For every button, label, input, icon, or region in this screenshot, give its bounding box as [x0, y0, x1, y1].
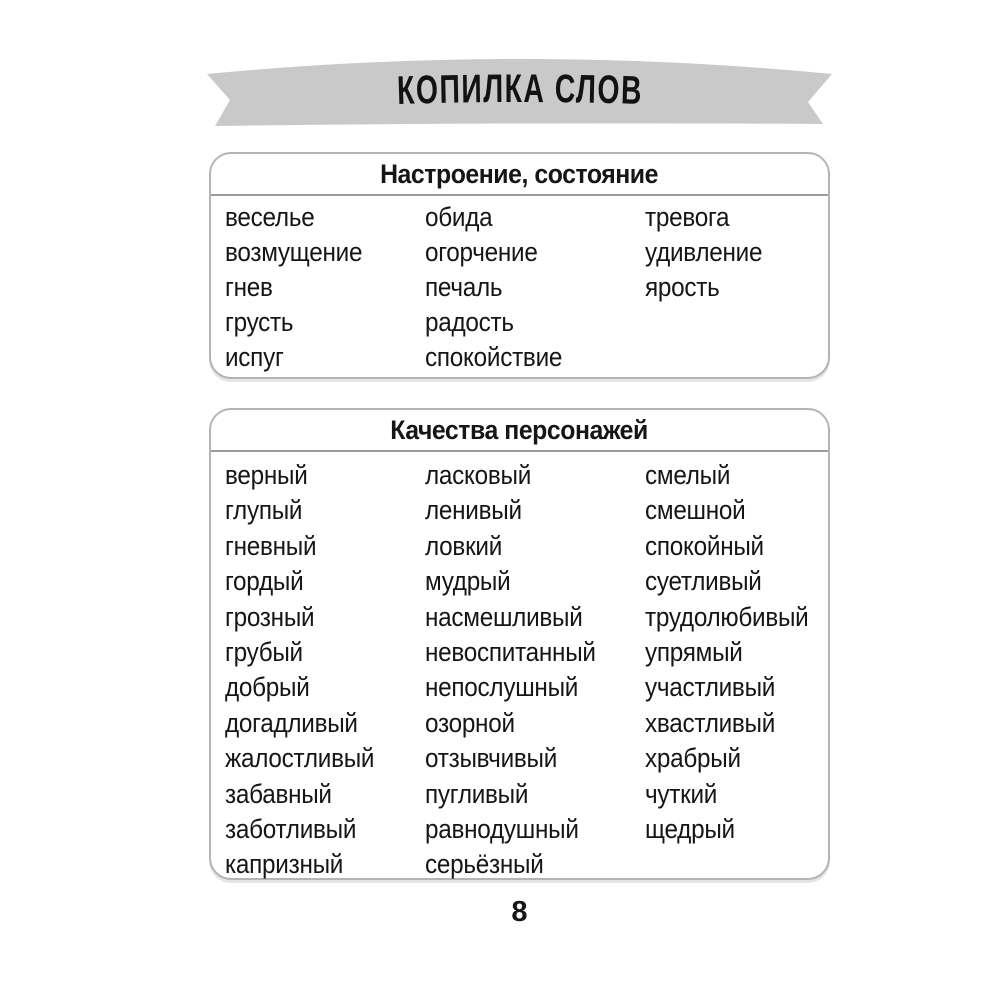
word: ярость [645, 272, 720, 302]
word: веселье [225, 202, 315, 232]
word: огорчение [425, 237, 538, 267]
word: смешной [645, 495, 746, 526]
word: заботливый [225, 813, 357, 844]
word: насмешливый [425, 601, 583, 632]
section-title [211, 154, 828, 196]
word [645, 340, 803, 375]
word: упрямый [645, 636, 743, 667]
word: гнев [225, 272, 273, 302]
word: радость [425, 307, 514, 337]
page-number: 8 [511, 896, 528, 928]
word: грубый [225, 636, 303, 667]
word: добрый [225, 672, 310, 703]
word: ловкий [425, 530, 503, 561]
word: испуг [225, 342, 284, 372]
word: отзывчивый [425, 743, 558, 774]
word: спокойный [645, 530, 764, 561]
word: спокойствие [425, 342, 563, 372]
word: забавный [225, 778, 332, 809]
word [645, 305, 803, 340]
word: догадливый [225, 707, 358, 738]
word [645, 847, 808, 882]
word: ленивый [425, 495, 522, 526]
word: гордый [225, 566, 304, 597]
word: серьёзный [425, 849, 544, 880]
word: обида [425, 202, 493, 232]
section-title [211, 410, 828, 452]
word: гневный [225, 530, 317, 561]
word: грусть [225, 307, 294, 337]
ribbon-icon [205, 57, 835, 141]
word: озорной [425, 707, 515, 738]
word: непослушный [425, 672, 579, 703]
word: храбрый [645, 743, 741, 774]
word: хвастливый [645, 707, 776, 738]
word: жалостливый [225, 743, 375, 774]
word: суетливый [645, 566, 762, 597]
word: чуткий [645, 778, 718, 809]
word: глупый [225, 495, 303, 526]
word: печаль [425, 272, 503, 302]
title-banner [205, 57, 835, 141]
word: возмущение [225, 237, 363, 267]
word: щедрый [645, 813, 735, 844]
section-mood-state [209, 152, 830, 379]
word-grid [211, 452, 828, 883]
word: верный [225, 460, 308, 490]
word: смелый [645, 460, 731, 490]
word: трудолюбивый [645, 601, 809, 632]
word: удивление [645, 237, 763, 267]
section-character-qualities [209, 408, 830, 880]
section-title-text: Настроение, состояние [380, 158, 659, 189]
word: равнодушный [425, 813, 579, 844]
section-title-text: Качества персонажей [390, 414, 649, 445]
word: капризный [225, 849, 344, 880]
page-title: КОПИЛКА СЛОВ [396, 66, 653, 114]
word: участливый [645, 672, 776, 703]
word: невоспитанный [425, 636, 596, 667]
word-grid [211, 196, 828, 375]
word: пугливый [425, 778, 529, 809]
word: грозный [225, 601, 315, 632]
word: мудрый [425, 566, 511, 597]
word: ласковый [425, 460, 532, 490]
word: тревога [645, 202, 730, 232]
